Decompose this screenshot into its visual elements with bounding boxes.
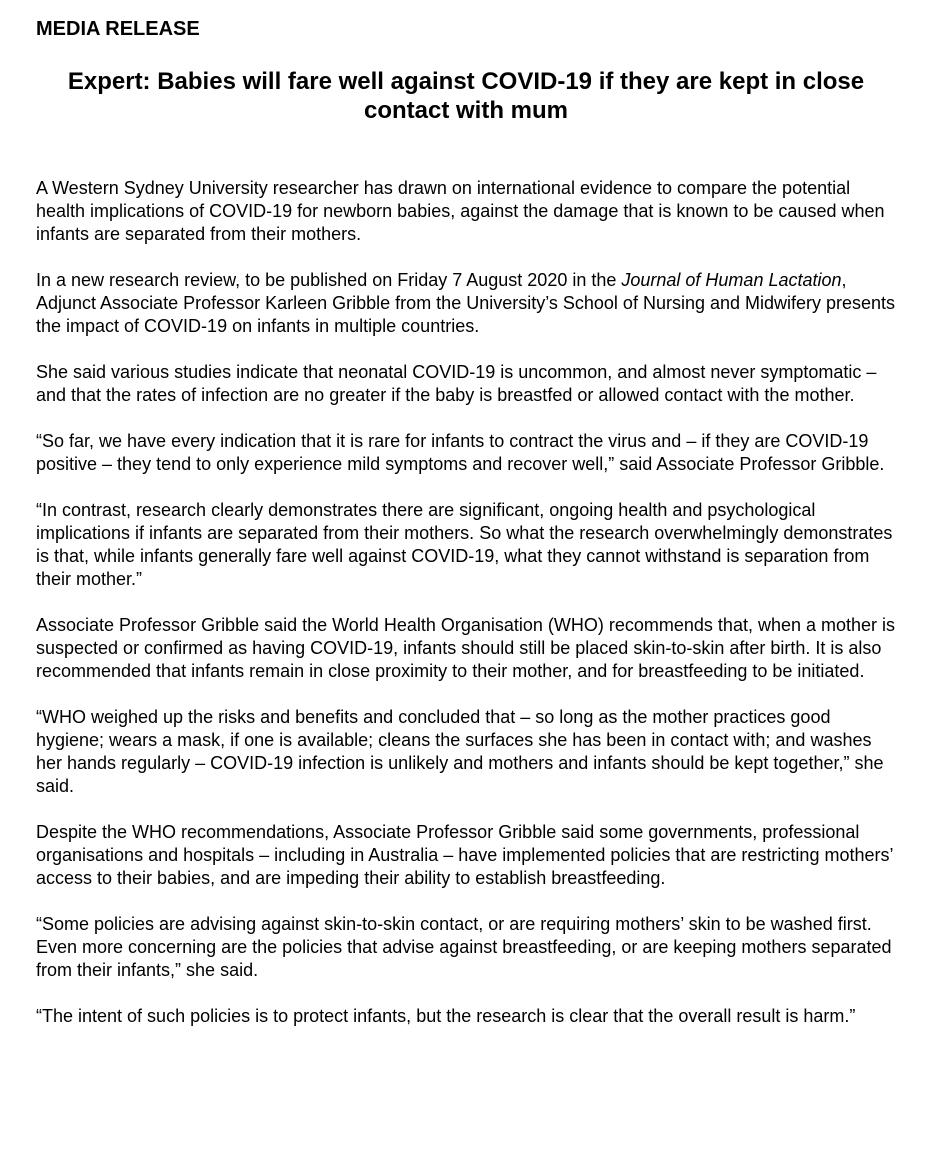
paragraph-2-after: , Adjunct Associate Professor Karleen Gribble from the University’s School of Nursing and Midwifery presents the impact of COVID-19 on infants in multiple countries. bbox=[36, 270, 896, 336]
paragraph-6: Associate Professor Gribble said the World Health Organisation (WHO) recommends that, when a mother is suspected or confirmed as having COVID-19, infants should still be placed skin-to-skin after birth. It is also recommended that infants remain in close proximity to their mother, and for breastfeeding to be initiated. bbox=[36, 615, 896, 681]
media-release-label: MEDIA RELEASE bbox=[36, 18, 200, 40]
paragraph-10: “The intent of such policies is to protect infants, but the research is clear that the overall result is harm.” bbox=[36, 1006, 856, 1026]
article-body bbox=[36, 177, 896, 1028]
paragraph-8: Despite the WHO recommendations, Associate Professor Gribble said some governments, professional organisations and hospitals – including in Australia – have implemented policies that are restricting mothers’ access to their babies, and are impeding their ability to establish breastfeeding. bbox=[36, 822, 893, 888]
paragraph-3: She said various studies indicate that neonatal COVID-19 is uncommon, and almost never symptomatic – and that the rates of infection are no greater if the baby is breastfed or allowed contact with the mother. bbox=[36, 362, 877, 405]
journal-title: Journal of Human Lactation bbox=[621, 270, 842, 290]
paragraph-5: “In contrast, research clearly demonstrates there are significant, ongoing health and psychological implications if infants are separated from their mothers. So what the research overwhelmingly demonstrates is that, while infants generally fare well against COVID-19, what they cannot withstand is separation from their mother.” bbox=[36, 500, 893, 589]
paragraph-2-before: In a new research review, to be published on Friday 7 August 2020 in the bbox=[36, 270, 622, 290]
paragraph-9: “Some policies are advising against skin-to-skin contact, or are requiring mothers’ skin to be washed first. Even more concerning are the policies that advise against breastfeeding, or are keeping mothers separated from their infants,” she said. bbox=[36, 914, 892, 980]
paragraph-4: “So far, we have every indication that it is rare for infants to contract the virus and – if they are COVID-19 positive – they tend to only experience mild symptoms and recover well,” said Associate Professor Gribble. bbox=[36, 431, 885, 474]
paragraph-1: A Western Sydney University researcher has drawn on international evidence to compare the potential health implications of COVID-19 for newborn babies, against the damage that is known to be caused when infants are separated from their mothers. bbox=[36, 178, 885, 244]
paragraph-7: “WHO weighed up the risks and benefits and concluded that – so long as the mother practices good hygiene; wears a mask, if one is available; cleans the surfaces she has been in contact with; and washes her hands regularly – COVID-19 infection is unlikely and mothers and infants should be kept together,” she said. bbox=[36, 707, 884, 796]
headline: Expert: Babies will fare well against COVID-19 if they are kept in close contact with mum bbox=[67, 68, 865, 124]
paragraph-2 bbox=[36, 269, 896, 338]
